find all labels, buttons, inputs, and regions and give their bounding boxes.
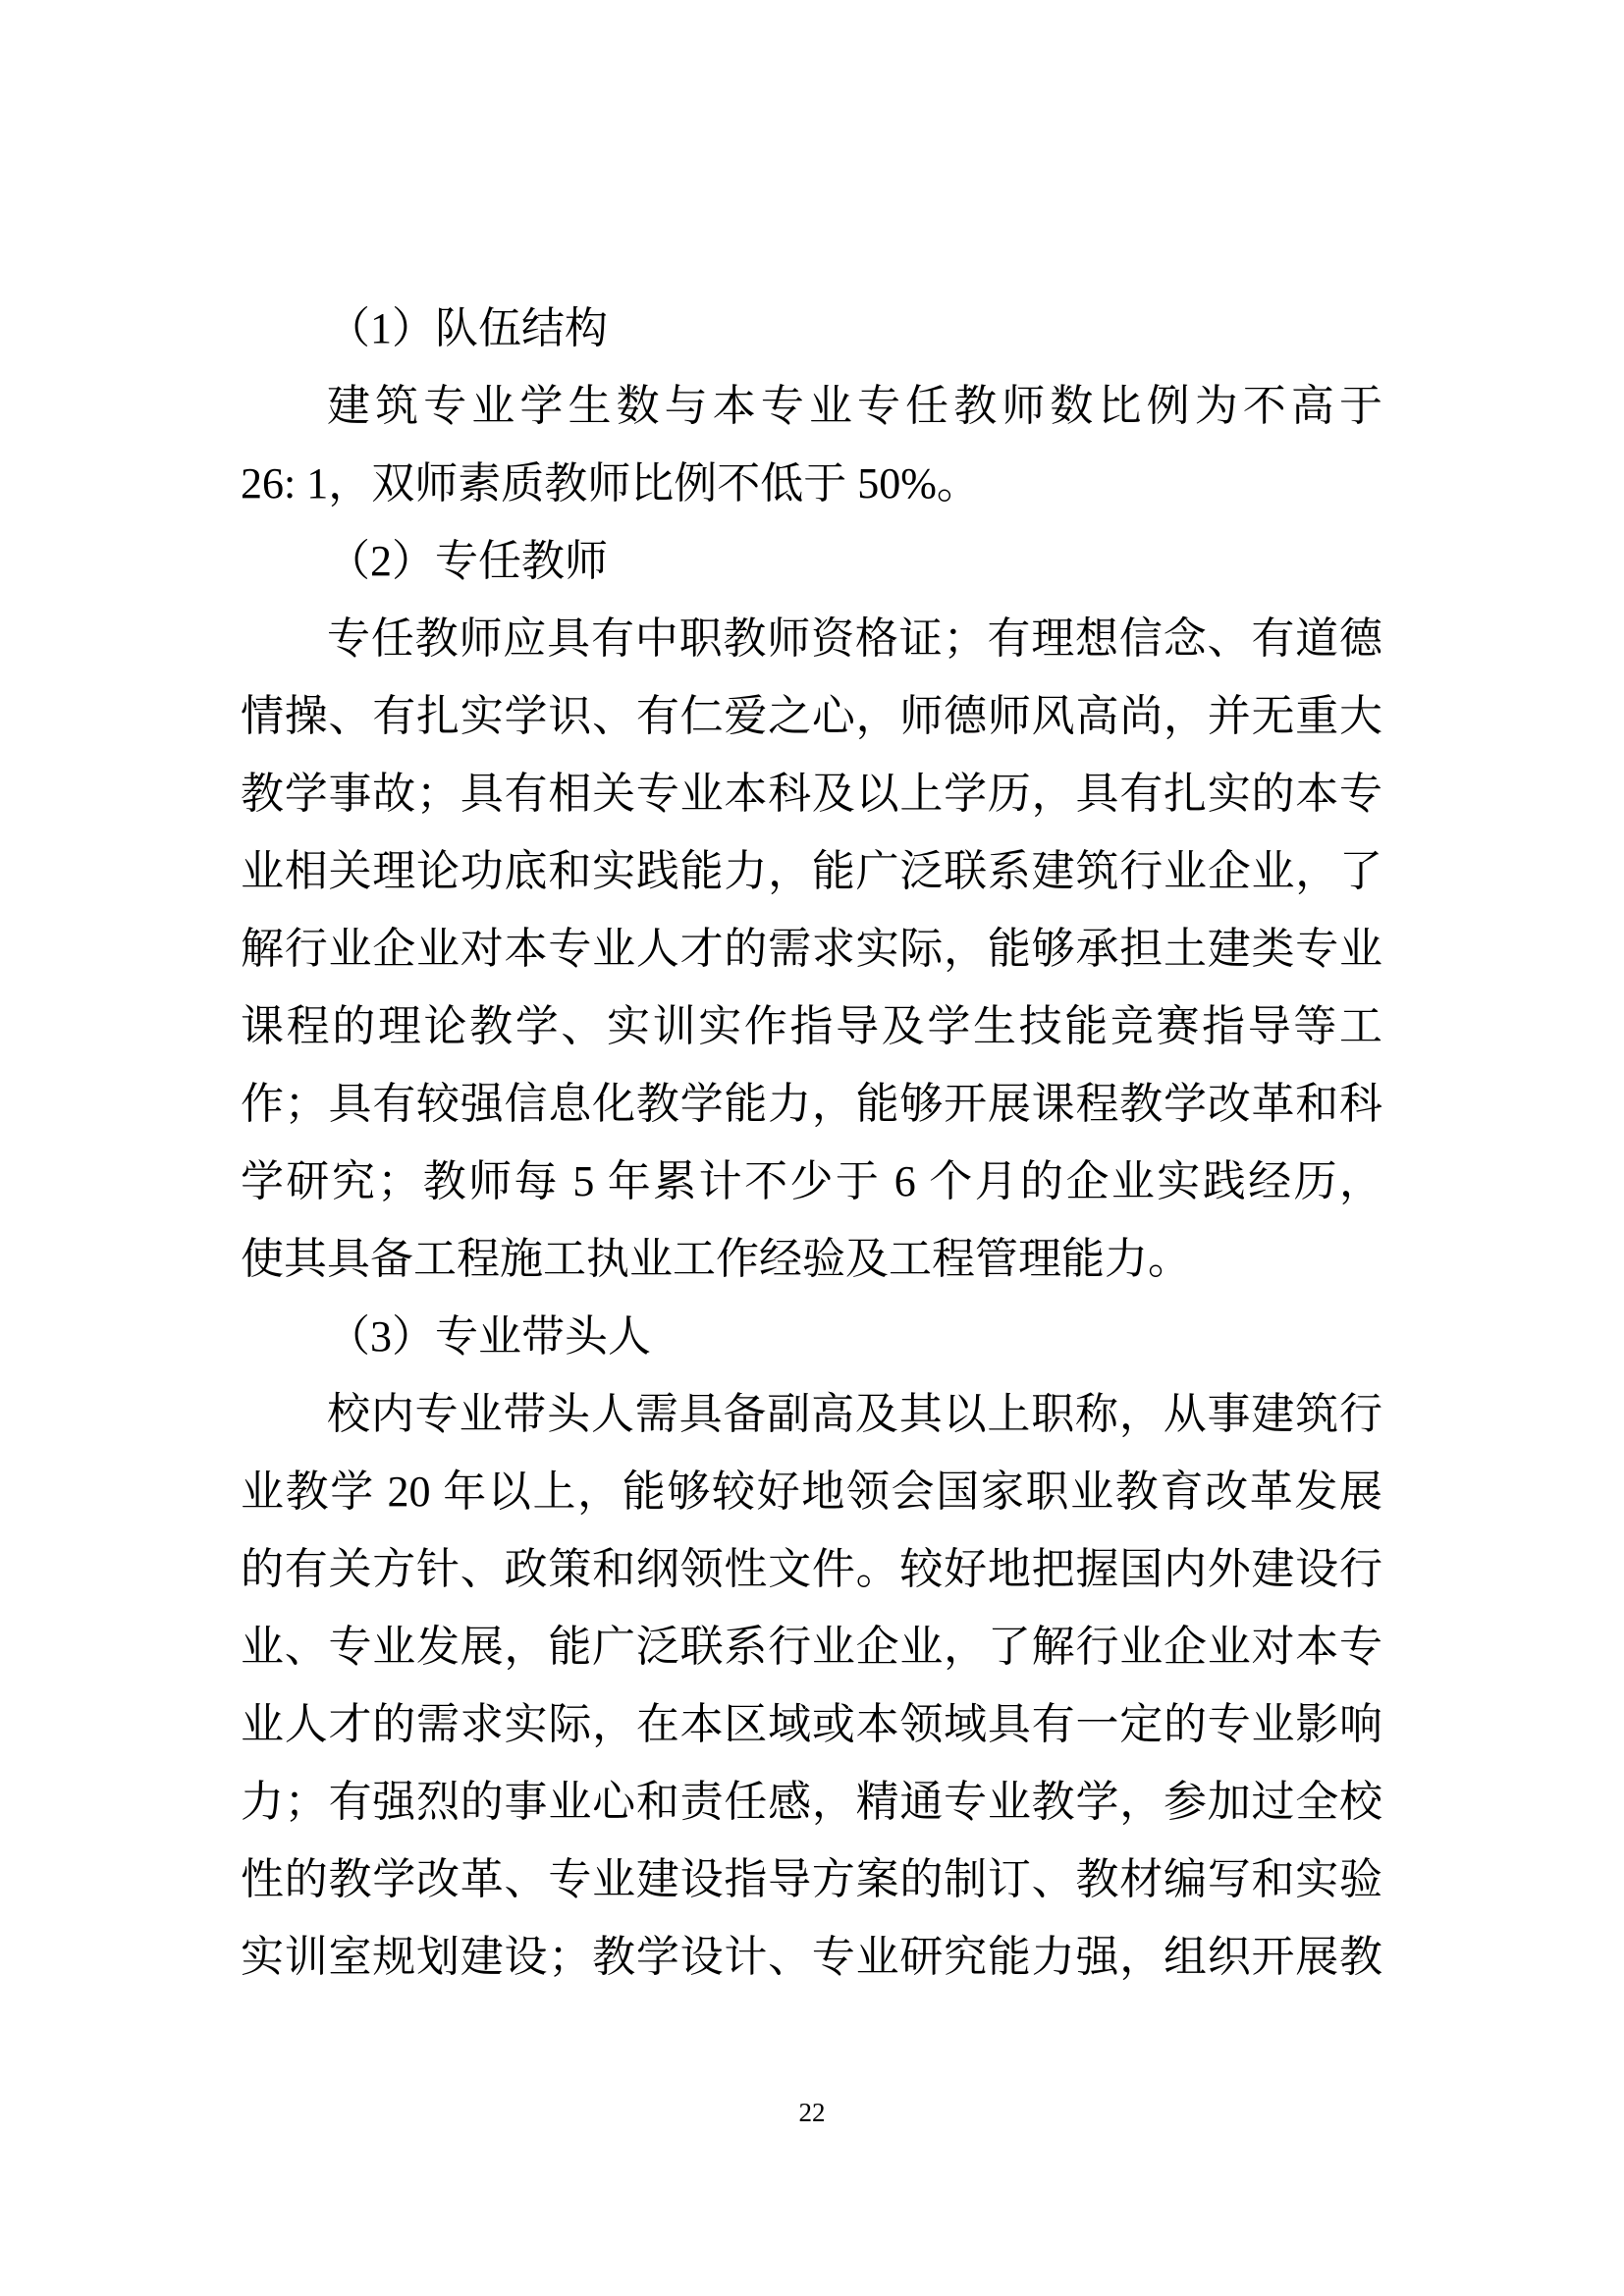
body-line: 力；有强烈的事业心和责任感，精通专业教学，参加过全校: [241, 1778, 1382, 1826]
body-line: 建筑专业学生数与本专业专任教师数比例为不高于: [327, 382, 1382, 430]
body-line: 业人才的需求实际，在本区域或本领域具有一定的专业影响: [241, 1700, 1382, 1748]
document-text-block: [241, 290, 1382, 1996]
section-heading-1: （1）队伍结构: [327, 304, 608, 352]
body-line: 学研究；教师每 5 年累计不少于 6 个月的企业实践经历，: [241, 1157, 1382, 1205]
body-line: 校内专业带头人需具备副高及其以上职称，从事建筑行: [327, 1390, 1382, 1438]
body-line: 性的教学改革、专业建设指导方案的制订、教材编写和实验: [241, 1855, 1382, 1903]
body-line: 解行业企业对本专业人才的需求实际，能够承担土建类专业: [241, 925, 1382, 973]
body-line: 作；具有较强信息化教学能力，能够开展课程教学改革和科: [241, 1080, 1382, 1128]
body-line: 业教学 20 年以上，能够较好地领会国家职业教育改革发展: [241, 1468, 1382, 1516]
body-line: 实训室规划建设；教学设计、专业研究能力强，组织开展教: [241, 1933, 1382, 1981]
page-number: 22: [798, 2098, 826, 2127]
body-line: 26: 1，双师素质教师比例不低于 50%。: [241, 459, 980, 507]
body-line: 情操、有扎实学识、有仁爱之心，师德师风高尚，并无重大: [241, 692, 1382, 740]
body-line: 课程的理论教学、实训实作指导及学生技能竞赛指导等工: [241, 1002, 1382, 1050]
body-line: 业相关理论功底和实践能力，能广泛联系建筑行业企业，了: [241, 847, 1382, 895]
body-line: 业、专业发展，能广泛联系行业企业，了解行业企业对本专: [241, 1623, 1382, 1671]
section-heading-3: （3）专业带头人: [327, 1312, 651, 1361]
section-heading-2: （2）专任教师: [327, 537, 608, 585]
body-line: 使其具备工程施工执业工作经验及工程管理能力。: [241, 1235, 1191, 1283]
body-line: 教学事故；具有相关专业本科及以上学历，具有扎实的本专: [241, 770, 1382, 818]
body-line: 的有关方针、政策和纲领性文件。较好地把握国内外建设行: [241, 1545, 1382, 1593]
body-line: 专任教师应具有中职教师资格证；有理想信念、有道德: [327, 614, 1382, 663]
